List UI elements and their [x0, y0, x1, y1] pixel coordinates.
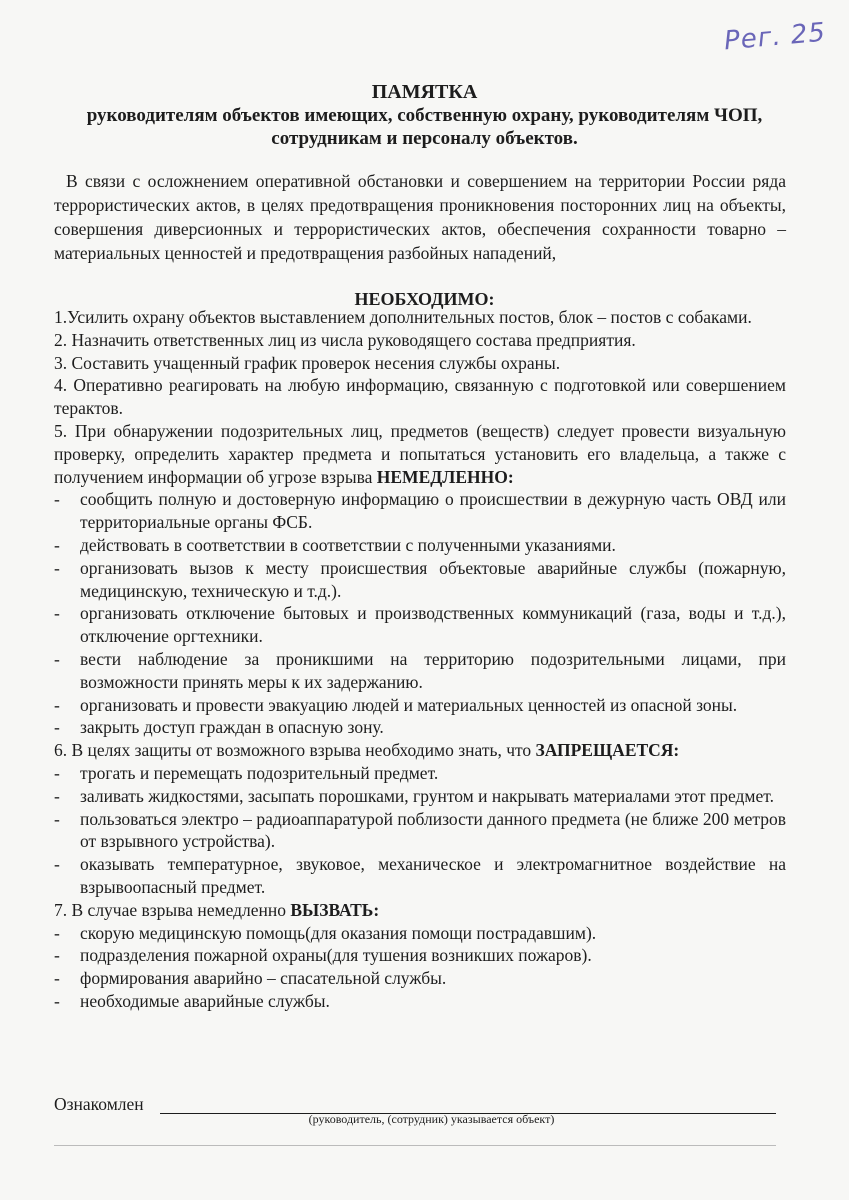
item-2: 2. Назначить ответственных лиц из числа руководящего состава предприятия. [54, 329, 636, 350]
handwritten-registration-note: Рег. 25 [722, 17, 828, 57]
list-item [54, 944, 786, 967]
item-3: 3. Составить учащенный график проверок несения службы охраны. [54, 352, 561, 373]
list-item [54, 967, 786, 990]
dash-marker: - [54, 489, 60, 510]
dash-marker: - [54, 968, 60, 989]
item-6-emphasis: ЗАПРЕЩАЕТСЯ: [535, 740, 680, 761]
dash-marker: - [54, 990, 60, 1011]
dash-marker: - [54, 762, 60, 783]
bottom-rule [54, 1145, 776, 1146]
item-6-text: 6. В целях защиты от возможного взрыва необходимо знать, что [54, 740, 536, 761]
list-item [54, 716, 786, 739]
bullet-text: сообщить полную и достоверную информацию о происшествии в дежурную часть ОВД или территориальные органы ФСБ. [80, 489, 786, 533]
bullet-text: формирования аварийно – спасательной службы. [80, 968, 447, 989]
bullet-text: трогать и перемещать подозрительный предмет. [80, 762, 439, 783]
dash-marker: - [54, 808, 60, 829]
instructions-body [54, 306, 786, 1013]
bullet-text: организовать отключение бытовых и производственных коммуникаций (газа, воды и т.д.), отключение оргтехники. [80, 603, 786, 647]
item-5-text: 5. При обнаружении подозрительных лиц, предметов (веществ) следует провести визуальную проверку, определить характер предмета и попытаться установить его владельца, а также с получением информации об угрозе взрыва [54, 420, 786, 487]
dash-marker: - [54, 534, 60, 555]
list-item [54, 534, 786, 557]
dash-marker: - [54, 648, 60, 669]
bullet-text: подразделения пожарной охраны(для тушения возникших пожаров). [80, 945, 592, 966]
bullet-text: закрыть доступ граждан в опасную зону. [80, 717, 384, 738]
list-item [54, 808, 786, 854]
bullet-text: оказывать температурное, звуковое, механическое и электромагнитное воздействие на взрывоопасный предмет. [80, 854, 786, 897]
immediately-list [54, 488, 786, 739]
acknowledgement-label: Ознакомлен [54, 1094, 144, 1114]
prohibited-list [54, 762, 786, 899]
item-4: 4. Оперативно реагировать на любую информацию, связанную с подготовкой или совершением терактов. [54, 375, 786, 419]
item-5 [54, 420, 786, 488]
dash-marker: - [54, 603, 60, 624]
dash-marker: - [54, 945, 60, 966]
must-heading: НЕОБХОДИМО: [354, 289, 495, 309]
document-subtitle: руководителям объектов имеющих, собственную охрану, руководителям ЧОП, сотрудникам и персоналу объектов. [86, 105, 763, 149]
bullet-text: скорую медицинскую помощь(для оказания помощи пострадавшим). [80, 922, 597, 943]
dash-marker: - [54, 922, 60, 943]
item-7-emphasis: ВЫЗВАТЬ: [290, 899, 380, 920]
bullet-text: вести наблюдение за проникшими на территорию подозрительными лицами, при возможности принять меры к их задержанию. [80, 648, 786, 692]
list-item [54, 557, 786, 603]
bullet-text: необходимые аварийные службы. [80, 990, 330, 1011]
list-item [54, 648, 786, 694]
intro-paragraph: В связи с осложнением оперативной обстановки и совершением на территории России ряда террористических актов, в целях предотвращения проникновения посторонних лиц на объекты, совершения диверсионных и террористических актов, обеспечения сохранности товарно – материальных ценностей и предотвращения разбойных нападений, [54, 171, 786, 263]
signature-caption-text: (руководитель, (сотрудник) указывается объект) [308, 1112, 555, 1126]
item-5-emphasis: НЕМЕДЛЕННО: [376, 466, 514, 487]
list-item [54, 990, 786, 1013]
document-title: ПАМЯТКА [371, 81, 478, 103]
dash-marker: - [54, 854, 60, 875]
item-6 [54, 739, 786, 762]
list-item [54, 922, 786, 945]
dash-marker: - [54, 717, 60, 738]
bullet-text: организовать и провести эвакуацию людей и материальных ценностей из опасной зоны. [80, 694, 738, 715]
item-1: 1.Усилить охрану объектов выставлением дополнительных постов, блок – постов с собаками. [54, 307, 752, 327]
bullet-text: пользоваться электро – радиоаппаратурой поблизости данного предмета (не ближе 200 метров от взрывного устройства). [80, 808, 786, 852]
bullet-text: действовать в соответствии в соответствии с полученными указаниями. [80, 534, 616, 555]
bullet-text: организовать вызов к месту происшествия объектовые аварийные службы (пожарную, медицинскую, техническую и т.д.). [80, 557, 786, 601]
list-item [54, 762, 786, 785]
item-7 [54, 899, 786, 922]
call-list [54, 922, 786, 1013]
list-item [54, 694, 786, 717]
list-item [54, 853, 786, 899]
list-item [54, 488, 786, 534]
bullet-text: заливать жидкостями, засыпать порошками, грунтом и накрывать материалами этот предмет. [80, 785, 774, 806]
list-item [54, 602, 786, 648]
signature-caption [0, 1112, 849, 1127]
item-7-text: 7. В случае взрыва немедленно [54, 899, 291, 920]
dash-marker: - [54, 557, 60, 578]
dash-marker: - [54, 694, 60, 715]
list-item [54, 785, 786, 808]
dash-marker: - [54, 785, 60, 806]
